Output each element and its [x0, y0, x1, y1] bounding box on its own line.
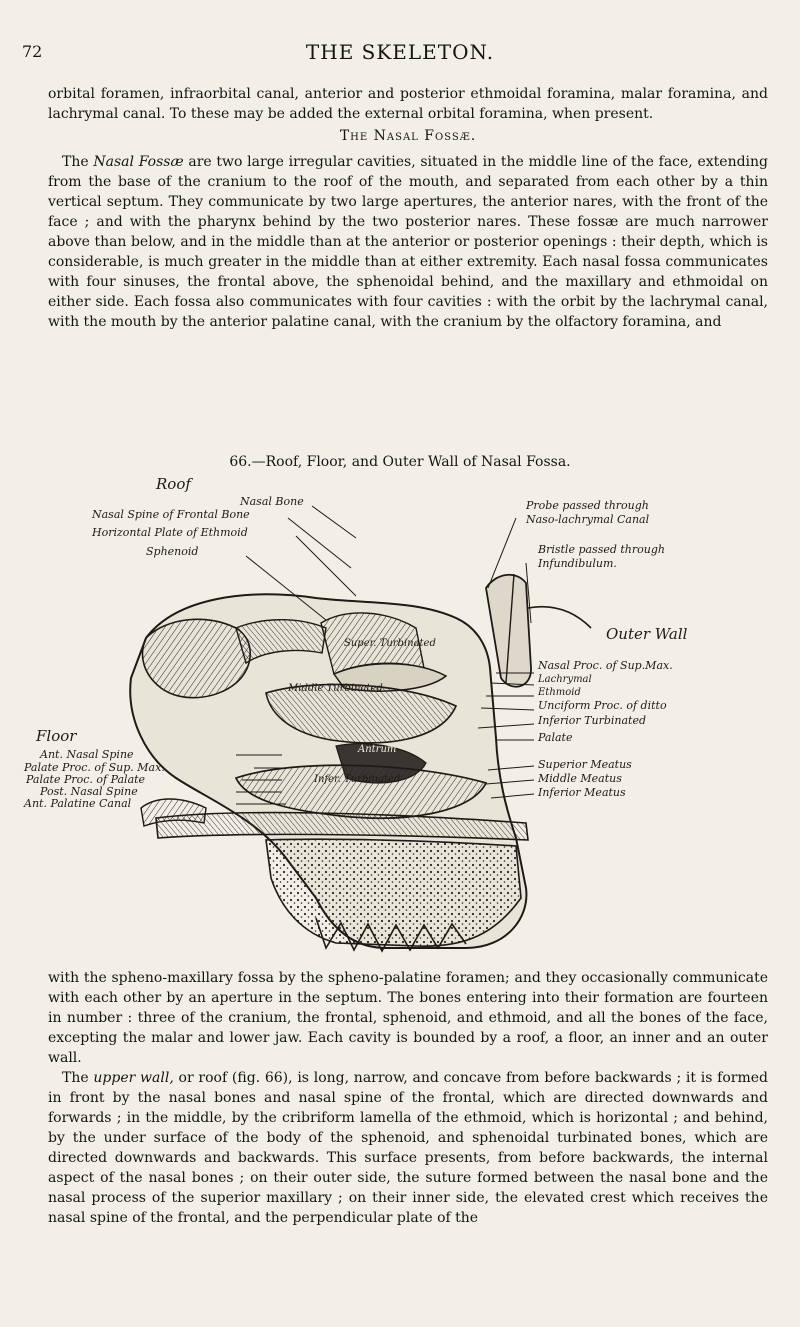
- label-naso-lachrymal: Naso-lachrymal Canal: [526, 513, 650, 526]
- para-rest: are two large irregular cavities, situated in the middle line of the face, extending from the base of the cranium to the roof of the mouth, and separated from each other by a thin vertical septum. They communicate by two large apertures, the anterior nares, with the front of the face ; and with the pharynx behind by the two posterior nares. These fossæ are much narrower above than below, and in the middle than at the anterior or posterior openings : their depth, which is considerable, is much greater in the middle than at either extremity. Each nasal fossa communicates with four sinuses, the frontal above, the sphenoidal behind, and the maxillary and ethmoidal on either side. Each fossa also communicates with four cavities : with the orbit by the lachrymal canal, with the mouth by the anterior palatine canal, with the cranium by the olfactory foramina, and: [48, 154, 769, 330]
- upper-wall-paragraph: [48, 1068, 768, 1228]
- upper-text: [48, 84, 768, 332]
- label-bristle: Bristle passed through: [538, 543, 665, 556]
- label-middle-meatus: Middle Meatus: [538, 772, 622, 785]
- label-sphenoid: Sphenoid: [146, 545, 199, 558]
- page-number: 72: [22, 42, 43, 61]
- label-infundibulum: Infundibulum.: [538, 557, 617, 570]
- label-horizontal-plate: Horizontal Plate of Ethmoid: [92, 526, 248, 539]
- label-outer-wall: Outer Wall: [606, 625, 688, 643]
- upper-wall-lead: The: [62, 1070, 89, 1086]
- nasal-fossae-paragraph: [48, 152, 768, 332]
- label-superior-turbinated: Super. Turbinated: [344, 638, 436, 649]
- upper-wall-term: upper wall,: [93, 1070, 174, 1086]
- label-inferior-turbinated-right: Inferior Turbinated: [538, 714, 647, 727]
- label-roof: Roof: [156, 475, 191, 493]
- label-inferior-meatus: Inferior Meatus: [538, 786, 626, 799]
- label-nasal-proc: Nasal Proc. of Sup.Max.: [538, 659, 673, 672]
- label-ethmoid: Ethmoid: [538, 687, 581, 698]
- label-palate: Palate: [538, 731, 573, 744]
- upper-wall-rest: or roof (fig. 66), is long, narrow, and concave from before backwards ; it is formed in front by the nasal bones and nasal spine of the frontal, which are directed downwards and forwards ; in the middle, by the cribriform lamella of the ethmoid, which is horizontal ; and behind, by the under surface of the body of the sphenoid, and sphenoidal turbinated bones, which are directed downwards and backwards. This surface presents, from before backwards, the internal aspect of the nasal bones ; on their outer side, the suture formed between the nasal bone and the nasal process of the superior maxillary ; on their inner side, the elevated crest which receives the nasal spine of the frontal, and the perpendicular plate of the: [48, 1070, 768, 1226]
- continuation-paragraph: with the spheno-maxillary fossa by the spheno-palatine foramen; and they occasionally communicate with each other by an aperture in the septum. The bones entering into their formation are fourteen in number : three of the cranium, the frontal, sphenoid, and ethmoid, and all the bones of the face, excepting the malar and lower jaw. Each cavity is bounded by a roof, a floor, an inner and an outer wall.: [48, 970, 768, 1066]
- lower-text: [48, 968, 768, 1228]
- label-nasal-bone: Nasal Bone: [240, 495, 304, 508]
- label-post-nasal-spine: Post. Nasal Spine: [40, 785, 138, 798]
- running-head: THE SKELETON.: [305, 40, 495, 64]
- label-probe: Probe passed through: [526, 499, 649, 512]
- label-ant-palatine-canal: Ant. Palatine Canal: [24, 797, 132, 810]
- label-unciform: Unciform Proc. of ditto: [538, 699, 667, 712]
- label-palate-proc-sup-max: Palate Proc. of Sup. Max.: [24, 761, 165, 774]
- label-ant-nasal-spine: Ant. Nasal Spine: [40, 748, 134, 761]
- section-heading: The Nasal Fossæ.: [339, 128, 477, 144]
- figure-nasal-fossa: [24, 475, 786, 958]
- label-floor: Floor: [36, 727, 77, 745]
- label-palate-proc-palate: Palate Proc. of Palate: [26, 773, 146, 786]
- figure-caption: 66.—Roof, Floor, and Outer Wall of Nasal Fossa.: [229, 454, 571, 470]
- label-nasal-spine-frontal: Nasal Spine of Frontal Bone: [92, 508, 250, 521]
- label-antrum: Antrum: [358, 744, 397, 755]
- label-inferior-turbinated: Infer. Turbinated: [314, 774, 401, 785]
- label-middle-turbinated: Middle Turbinated: [288, 683, 383, 694]
- para-italic-term: Nasal Fossæ: [93, 154, 184, 170]
- label-superior-meatus: Superior Meatus: [538, 758, 632, 771]
- intro-paragraph: orbital foramen, infraorbital canal, anterior and posterior ethmoidal foramina, malar foramina, and lachrymal canal. To these may be added the external orbital foramina, when present.: [48, 86, 768, 122]
- para-lead: The: [62, 154, 89, 170]
- label-lachrymal: Lachrymal: [538, 674, 592, 685]
